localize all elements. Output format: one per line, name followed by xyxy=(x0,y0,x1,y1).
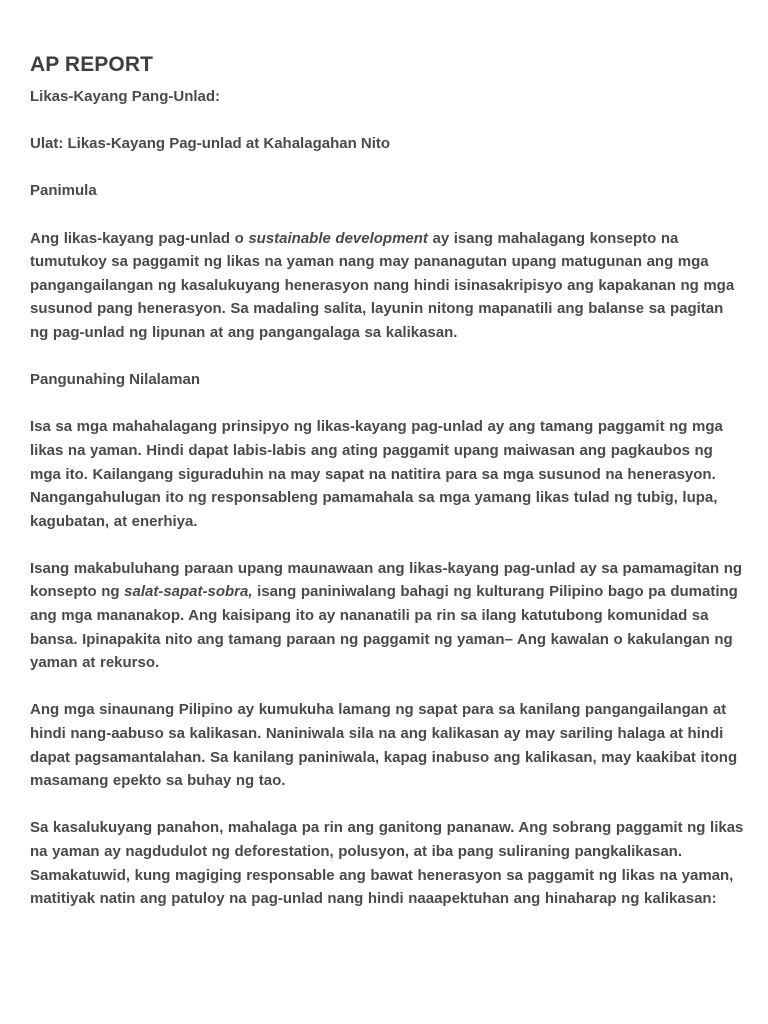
spacer xyxy=(30,793,746,817)
intro-paragraph xyxy=(30,227,746,345)
intro-paragraph-text-start: Ang likas-kayang pag-unlad o xyxy=(30,229,249,247)
report-content xyxy=(30,52,746,911)
section-heading-panimula: Panimula xyxy=(30,182,97,200)
main-paragraph-2-italic-term: salat-sapat-sobra, xyxy=(124,583,253,601)
main-paragraph-2-text-end: isang paniniwalang bahagi ng kulturang Pilipino bago pa dumating ang mga mananakop. Ang kaisipang ito ay nananatili pa rin sa ilang katutubong komunidad sa bansa. Ipinapakita nito ang tamang paraan ng paggamit ng yaman– Ang kawalan o kakulangan ng yaman at rekurso. xyxy=(30,583,738,672)
spacer xyxy=(30,156,746,180)
subtitle: Likas-Kayang Pang-Unlad: xyxy=(30,88,221,105)
main-paragraph-4: Sa kasalukuyang panahon, mahalaga pa rin ang ganitong pananaw. Ang sobrang paggamit ng likas na yaman ay nagdudulot ng deforestation, polusyon, at iba pang suliraning pangkalikasan. Samakatuwid, kung magiging responsable ang bawat henerasyon sa paggamit ng likas na yaman, matitiyak natin ang patuloy na pag-unlad nang hindi naaapektuhan ang hinaharap ng kalikasan: xyxy=(30,819,744,908)
main-paragraph-3: Ang mga sinaunang Pilipino ay kumukuha lamang ng sapat para sa kanilang pangangailangan at hindi nang-aabuso sa kalikasan. Naniniwala sila na ang kalikasan ay may sariling halaga at hindi dapat pagsamantalahan. Sa kanilang paniniwala, kapag inabuso ang kalikasan, may kaakibat itong masamang epekto sa buhay ng tao. xyxy=(30,701,738,790)
report-title: Ulat: Likas-Kayang Pag-unlad at Kahalagahan Nito xyxy=(30,135,391,153)
intro-paragraph-text-end: ay isang mahalagang konsepto na tumutukoy sa paggamit ng likas na yaman nang may pananagutan upang matugunan ang mga pangangailangan ng kasalukuyang henerasyon nang hindi isinasakripisyo ang kapakanan ng mga susunod pang henerasyon. Sa madaling salita, layunin nitong mapanatili ang balanse sa pagitan ng pag-unlad ng lipunan at ang pangangalaga sa kalikasan. xyxy=(30,229,735,341)
spacer xyxy=(30,203,746,227)
page-title: AP REPORT xyxy=(30,53,154,76)
section-heading-main: Pangunahing Nilalaman xyxy=(30,371,201,389)
spacer xyxy=(30,109,746,133)
spacer xyxy=(30,392,746,416)
main-paragraph-2 xyxy=(30,557,746,675)
main-paragraph-1: Isa sa mga mahahalagang prinsipyo ng likas-kayang pag-unlad ay ang tamang paggamit ng mga likas na yaman. Hindi dapat labis-labis ang ating paggamit upang maiwasan ang pagkaubos ng mga ito. Kailangang siguraduhin na may sapat na natitira para sa mga susunod na henerasyon. Nangangahulugan ito ng responsableng pamamahala sa mga yamang likas tulad ng tubig, lupa, kagubatan, at enerhiya. xyxy=(30,418,723,530)
spacer xyxy=(30,345,746,369)
intro-paragraph-italic-term: sustainable development xyxy=(248,229,428,247)
main-paragraph-2-text-start: Isang makabuluhang paraan upang maunawaan ang likas-kayang pag-unlad ay sa pamamagitan ng konsepto ng xyxy=(30,559,743,601)
spacer xyxy=(30,675,746,699)
spacer xyxy=(30,533,746,557)
